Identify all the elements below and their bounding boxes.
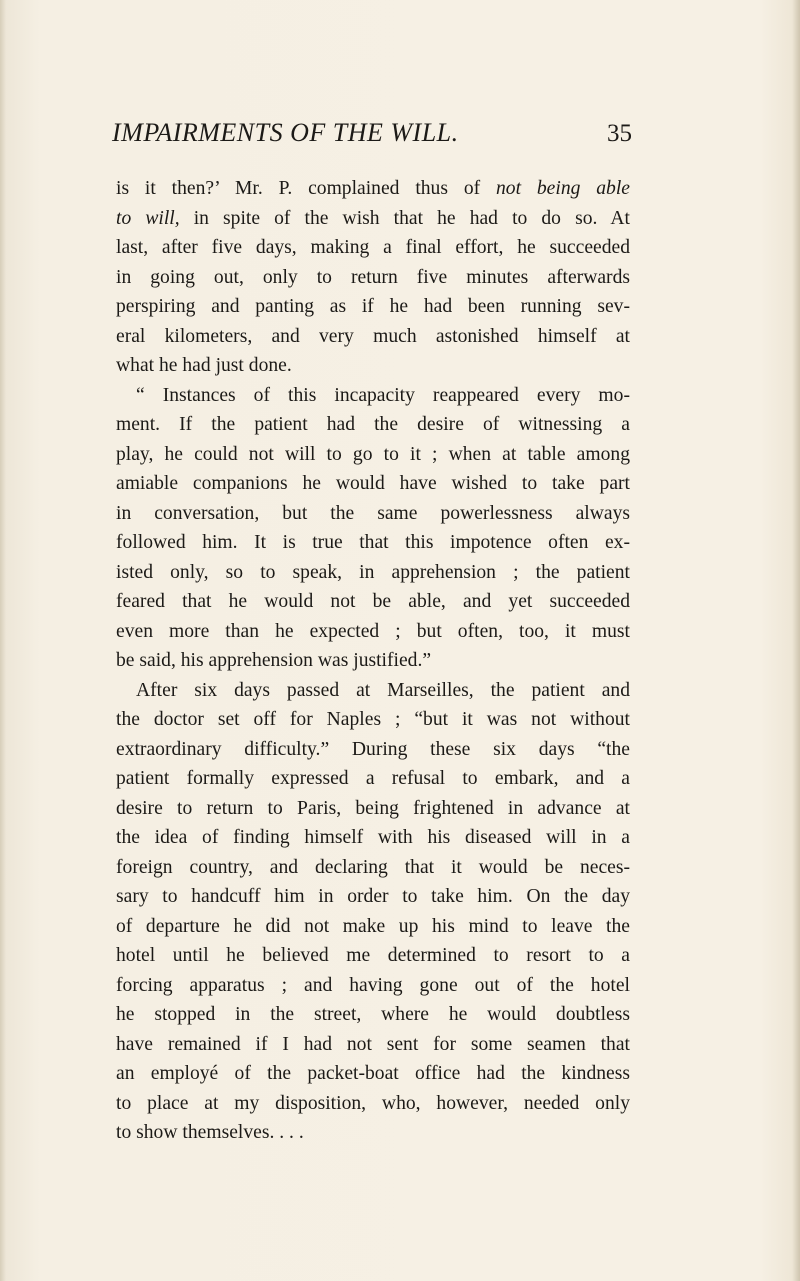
text-line: amiable companions he would have wished to take part [116,473,630,494]
text-line: play, he could not will to go to it ; when at table among [116,443,630,465]
text-line: perspiring and panting as if he had been running sev- [116,296,630,317]
running-head: IMPAIRMENTS OF THE WILL. [112,118,459,147]
text-line: what he had just done. [116,355,292,376]
text-line: foreign country, and declaring that it would be neces- [116,856,630,878]
text-line: even more than he expected ; but often, too, it must [116,620,630,642]
text-line: extraordinary difficulty.” During these six days “the [116,738,630,760]
text-line: ment. If the patient had the desire of witnessing a [116,414,630,435]
page-number: 35 [607,120,632,147]
text-line: to show themselves. . . . [116,1122,304,1143]
text-line: followed him. It is true that this impotence often ex- [116,532,630,553]
text-line: an employé of the packet-boat office had the kindness [116,1063,630,1084]
text-line: eral kilometers, and very much astonished himself at [116,325,630,347]
text-line: in conversation, but the same powerlessness always [116,502,630,524]
body-text [116,174,630,1148]
text-line: be said, his apprehension was justified.” [116,650,432,671]
italic-phrase: to will, [116,207,180,229]
page-header [112,118,632,158]
text-line: feared that he would not be able, and yet succeeded [116,591,630,612]
text-line: hotel until he believed me determined to resort to a [116,945,630,966]
text-line: in going out, only to return five minutes afterwards [116,266,630,288]
text-line: of departure he did not make up his mind to leave the [116,915,630,937]
text-line: forcing apparatus ; and having gone out of the hotel [116,974,630,996]
text-line: to place at my disposition, who, however, needed only [116,1092,630,1114]
text-line: the doctor set off for Naples ; “but it was not without [116,709,630,730]
text-line: have remained if I had not sent for some seamen that [116,1033,630,1055]
text-line: “ Instances of this incapacity reappeared every mo- [136,384,630,406]
text-line: desire to return to Paris, being frightened in advance at [116,797,630,819]
text-line: the idea of finding himself with his diseased will in a [116,827,630,848]
page-edge-shadow-right [792,0,800,1281]
italic-phrase: not being able [496,178,630,199]
text-line: last, after five days, making a final effort, he succeeded [116,237,630,258]
text-line: is it then?’ Mr. P. complained thus of not being able [116,178,630,199]
text-line: After six days passed at Marseilles, the patient and [136,679,630,701]
text-line: patient formally expressed a refusal to embark, and a [116,768,630,789]
text-line: to will, in spite of the wish that he had to do so. At [116,207,630,229]
text-line: sary to handcuff him in order to take him. On the day [116,886,630,907]
page-edge-shadow-left [0,0,6,1281]
text-line: he stopped in the street, where he would doubtless [116,1004,630,1025]
text-line: isted only, so to speak, in apprehension ; the patient [116,561,630,583]
